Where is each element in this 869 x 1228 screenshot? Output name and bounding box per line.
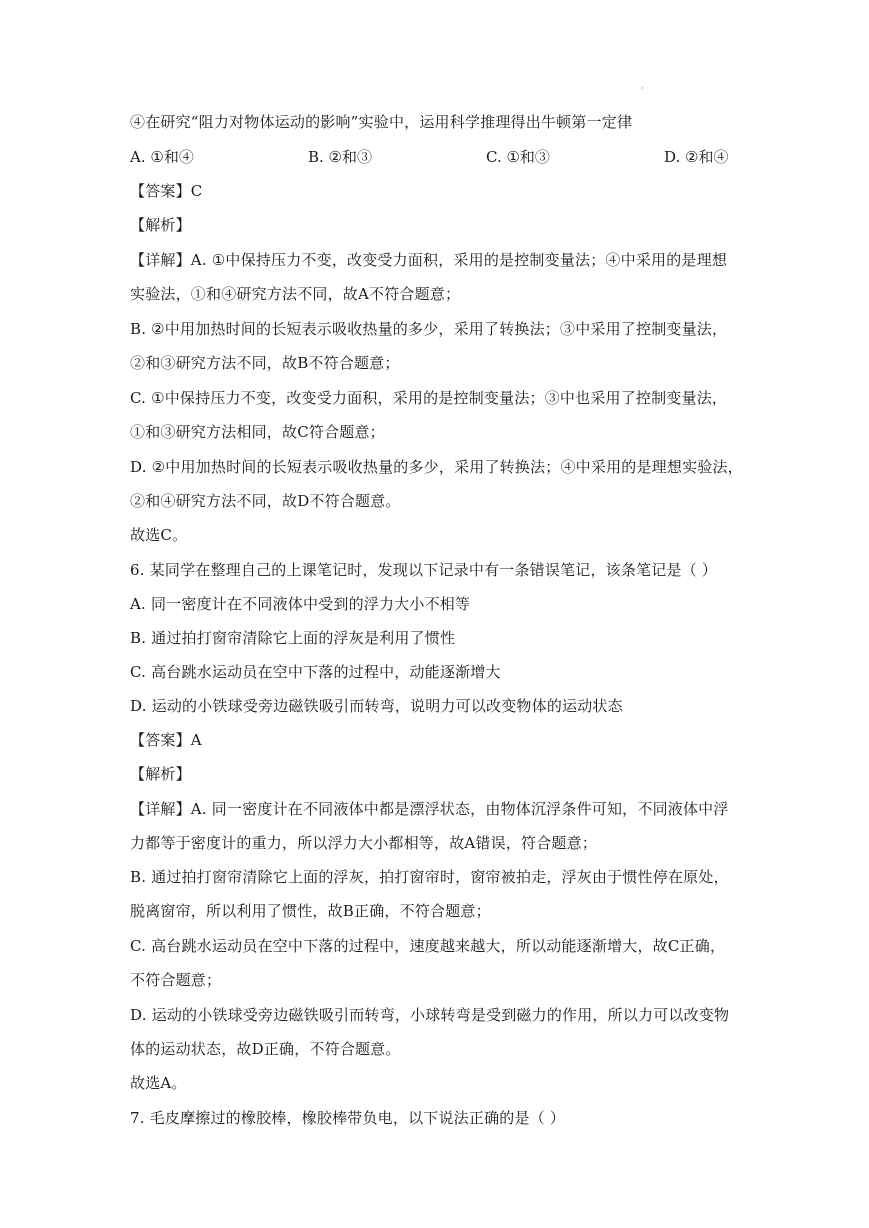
q5-option-d: D. ②和④	[664, 148, 729, 166]
q6-detail-line: 力都等于密度计的重力，所以浮力大小都相等，故A错误，符合题意；	[130, 834, 598, 852]
q5-stem-tail: ④在研究“阻力对物体运动的影响”实验中，运用科学推理得出牛顿第一定律	[130, 113, 633, 131]
q6-detail-line: 体的运动状态，故D正确，不符合题意。	[130, 1040, 401, 1058]
q6-detail-line: 脱离窗帘，所以利用了惯性，故B正确，不符合题意；	[130, 902, 491, 920]
q5-conclusion: 故选C。	[130, 526, 188, 544]
q5-option-b: B. ②和③	[308, 148, 373, 166]
q5-detail-line: ①和③研究方法相同，故C符合题意；	[130, 423, 385, 441]
q6-detail-line: B. 通过拍打窗帘清除它上面的浮灰，拍打窗帘时，窗帘被拍走，浮灰由于惯性停在原处，	[130, 868, 729, 886]
q5-detail-line: ②和③研究方法不同，故B不符合题意；	[130, 354, 400, 372]
q6-option-a: A. 同一密度计在不同液体中受到的浮力大小不相等	[130, 595, 471, 613]
q5-detail-line: C. ①中保持压力不变，改变受力面积，采用的是控制变量法；③中也采用了控制变量法，	[130, 389, 728, 407]
q5-analysis-title: 【解析】	[130, 216, 191, 234]
q6-detail-line: C. 高台跳水运动员在空中下落的过程中，速度越来越大，所以动能逐渐增大，故C正确，	[130, 937, 726, 955]
q5-option-a: A. ①和④	[130, 148, 194, 166]
q6-detail-line: 不符合题意；	[130, 971, 222, 989]
q5-option-c: C. ①和③	[486, 148, 550, 166]
q6-option-c: C. 高台跳水运动员在空中下落的过程中，动能逐渐增大	[130, 663, 501, 681]
q5-detail-line: 【详解】A. ①中保持压力不变，改变受力面积，采用的是控制变量法；④中采用的是理想	[130, 251, 728, 269]
q6-option-b: B. 通过拍打窗帘清除它上面的浮灰是利用了惯性	[130, 629, 456, 647]
q5-detail-line: D. ②中用加热时间的长短表示吸收热量的多少，采用了转换法；④中采用的是理想实验法，	[130, 458, 743, 476]
header-mark: ·	[641, 84, 644, 93]
q6-detail-line: 【详解】A. 同一密度计在不同液体中都是漂浮状态，由物体沉浮条件可知，不同液体中浮	[130, 800, 729, 818]
q5-answer: 【答案】C	[130, 182, 203, 200]
q6-option-d: D. 运动的小铁球受旁边磁铁吸引而转弯，说明力可以改变物体的运动状态	[130, 697, 623, 715]
q6-answer: 【答案】A	[130, 731, 202, 749]
q7-stem: 7. 毛皮摩擦过的橡胶棒，橡胶棒带负电，以下说法正确的是（ ）	[130, 1109, 566, 1127]
q5-detail-line: 实验法，①和④研究方法不同，故A不符合题意；	[130, 285, 461, 303]
q5-detail-line: B. ②中用加热时间的长短表示吸收热量的多少，采用了转换法；③中采用了控制变量法，	[130, 320, 728, 338]
q6-detail-line: D. 运动的小铁球受旁边磁铁吸引而转弯，小球转弯是受到磁力的作用，所以力可以改变物	[130, 1006, 730, 1024]
q5-detail-line: ②和④研究方法不同，故D不符合题意。	[130, 492, 401, 510]
q6-analysis-title: 【解析】	[130, 765, 191, 783]
q6-conclusion: 故选A。	[130, 1074, 187, 1092]
q6-stem: 6. 某同学在整理自己的上课笔记时，发现以下记录中有一条错误笔记，该条笔记是（ ）	[130, 561, 718, 579]
